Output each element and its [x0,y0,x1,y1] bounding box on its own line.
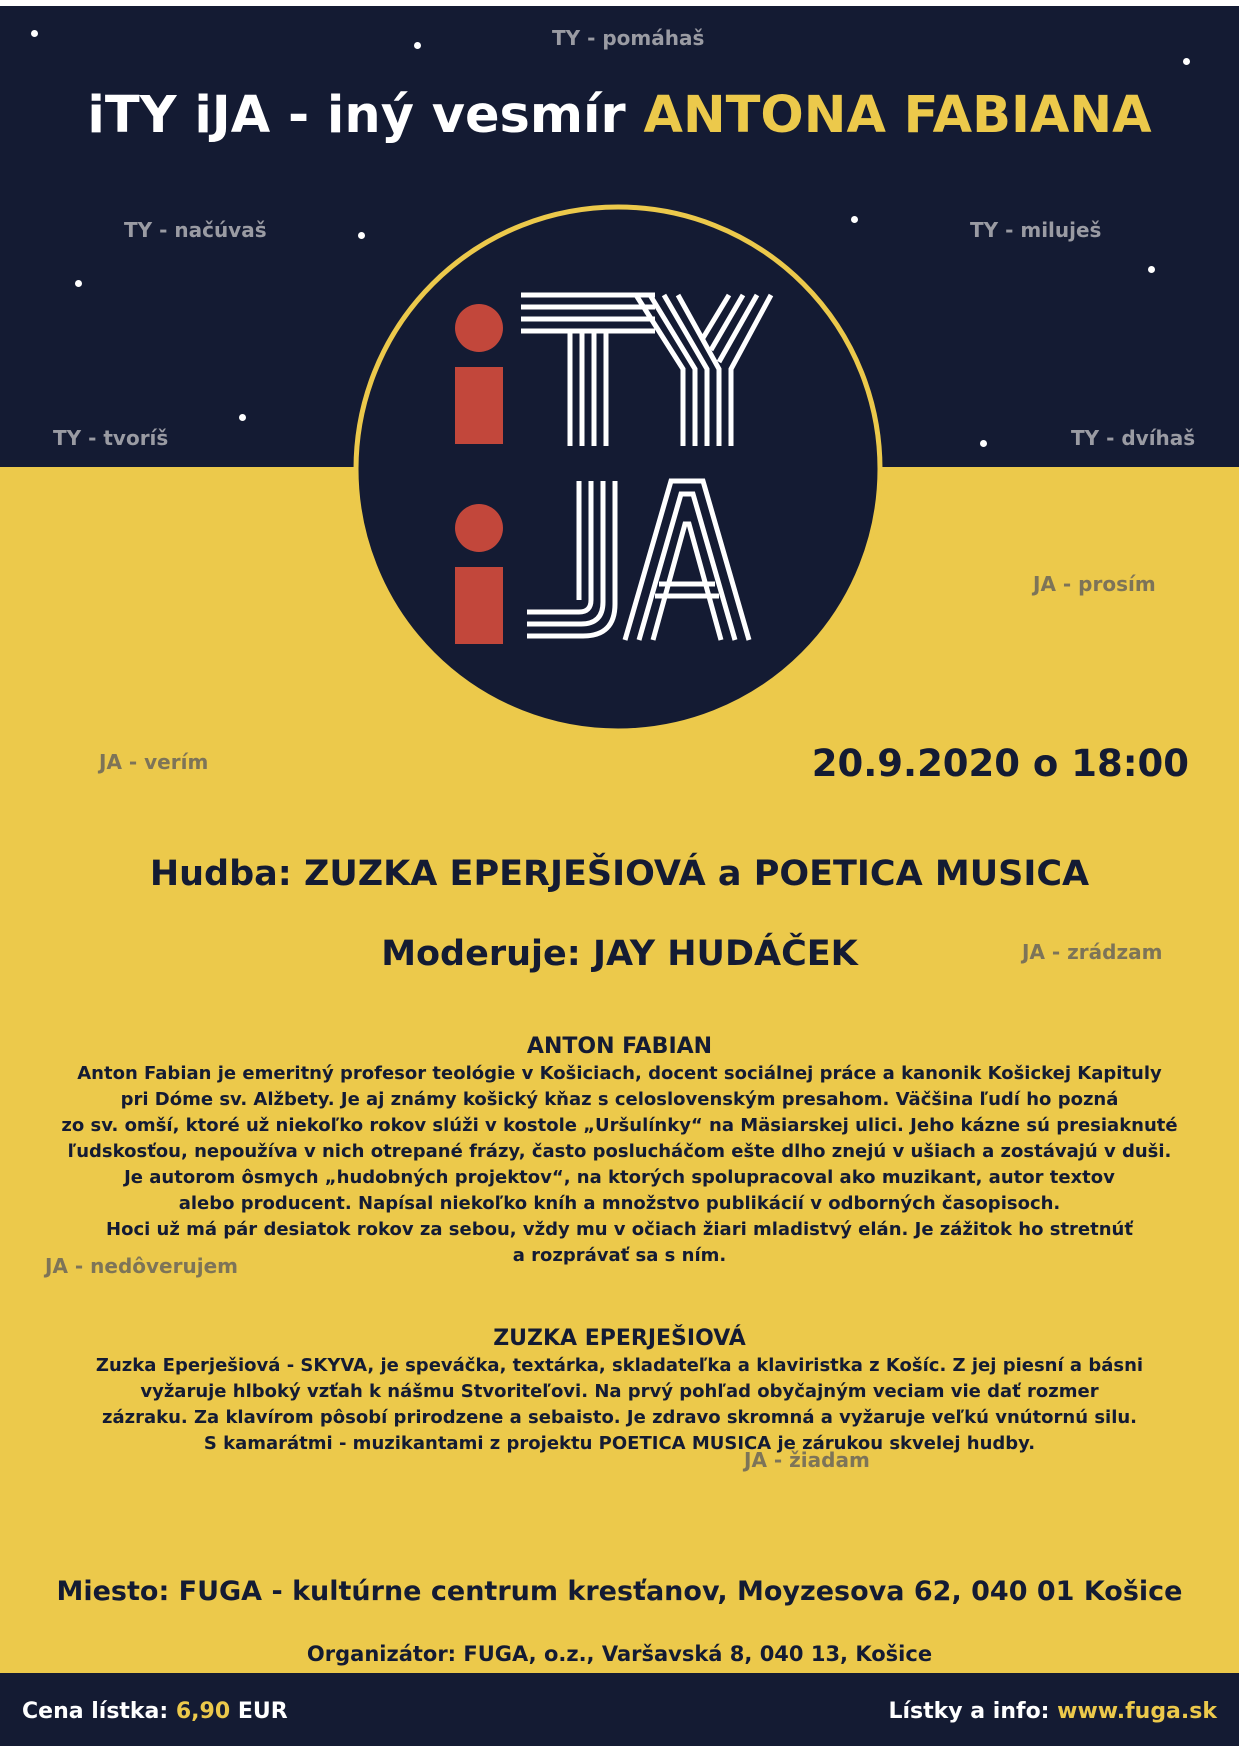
zuzka-line: Zuzka Eperješiová - SKYVA, je speváčka, textárka, skladateľka a klaviristka z Košíc. Z jej piesní a básni [95,1355,1144,1376]
poster-title [0,86,1239,145]
anton-line: a rozprávať sa s ním. [512,1245,727,1266]
anton-line: Hoci už má pár desiatok rokov za sebou, vždy mu v očiach žiari mladistvý elán. Je zážitok ho stretnúť [106,1219,1133,1240]
star [980,440,987,447]
event-host: Moderuje: JAY HUDÁČEK [381,934,858,974]
title-highlight: ANTONA FABIANA [643,86,1152,145]
event-music: Hudba: ZUZKA EPERJEŠIOVÁ a POETICA MUSICA [149,854,1090,894]
anton-text [30,1061,1209,1269]
anton-line: alebo producent. Napísal niekoľko kníh a množstvo publikácií v odborných časopisoch. [178,1193,1061,1214]
word-ja-verim: JA - verím [99,750,209,774]
anton-line: ľudskosťou, nepoužíva v nich otrepané frázy, často poslucháčom ešte dlho znejú v ušiach a zostávajú v duši. [67,1141,1172,1162]
zuzka-text [30,1353,1209,1457]
organizer: Organizátor: FUGA, o.z., Varšavská 8, 040 13, Košice [306,1642,933,1666]
word-ty-dvihas: TY - dvíhaš [1071,426,1196,450]
info-link[interactable]: www.fuga.sk [1057,1699,1217,1724]
price-value: 6,90 [175,1699,231,1724]
word-ty-milujes: TY - miluješ [970,218,1102,242]
star [1183,58,1190,65]
word-ja-nedoverujem: JA - nedôverujem [45,1254,238,1278]
info-label: Lístky a info: [888,1699,1050,1724]
logo-circle [356,207,880,731]
star [1148,266,1155,273]
anton-line: Anton Fabian je emeritný profesor teológie v Košiciach, docent sociálnej práce a kanonik Košickej Kapituly [77,1063,1162,1084]
word-ja-ziadam: JA - žiadam [744,1448,870,1472]
price-label: Cena lístka: [22,1699,169,1724]
star [414,42,421,49]
ity-ija-logo [353,204,883,734]
anton-line: zo sv. omší, ktoré už niekoľko rokov slúži v kostole „Uršulínky“ na Mäsiarskej ulici. Jeho kázne sú presiaknuté [61,1115,1178,1136]
zuzka-line: vyžaruje hlboký vzťah k nášmu Stvoriteľovi. Na prvý pohľad obyčajným veciam vie dať rozmer [140,1381,1099,1402]
word-ja-prosim: JA - prosím [1033,572,1156,596]
anton-line: Je autorom ôsmych „hudobných projektov“, na ktorých spolupracoval ako muzikant, autor textov [124,1167,1115,1188]
star [75,280,82,287]
zuzka-line: zázraku. Za klavírom pôsobí prirodzene a sebaisto. Je zdravo skromná a vyžaruje veľkú vnútornú silu. [101,1407,1138,1428]
zuzka-line: S kamarátmi - muzikantami z projektu POETICA MUSICA je zárukou skvelej hudby. [203,1433,1036,1454]
i-letter-top [455,304,503,444]
word-ja-zradzam: JA - zrádzam [1022,940,1163,964]
star [239,414,246,421]
zuzka-heading: ZUZKA EPERJEŠIOVÁ [493,1326,746,1351]
title-main: iTY iJA - iný vesmír [87,86,626,145]
star [31,30,38,37]
venue: Miesto: FUGA - kultúrne centrum kresťanov, Moyzesova 62, 040 01 Košice [56,1576,1183,1607]
zuzka-bio [30,1326,1209,1457]
event-datetime: 20.9.2020 o 18:00 [811,742,1189,785]
anton-line: pri Dóme sv. Alžbety. Je aj známy košický kňaz s celoslovenským presahom. Väčšina ľudí ho pozná [120,1089,1119,1110]
anton-bio [30,1034,1209,1269]
price-currency: EUR [237,1699,288,1724]
ticket-price [22,1699,288,1724]
poster [0,6,1239,1746]
ticket-info [888,1699,1217,1724]
anton-heading: ANTON FABIAN [526,1034,713,1059]
word-ty-tvoris: TY - tvoríš [53,426,169,450]
i-letter-bottom [455,504,503,644]
word-ty-pomahas: TY - pomáhaš [552,26,705,50]
word-ty-nacuvas: TY - načúvaš [124,218,267,242]
